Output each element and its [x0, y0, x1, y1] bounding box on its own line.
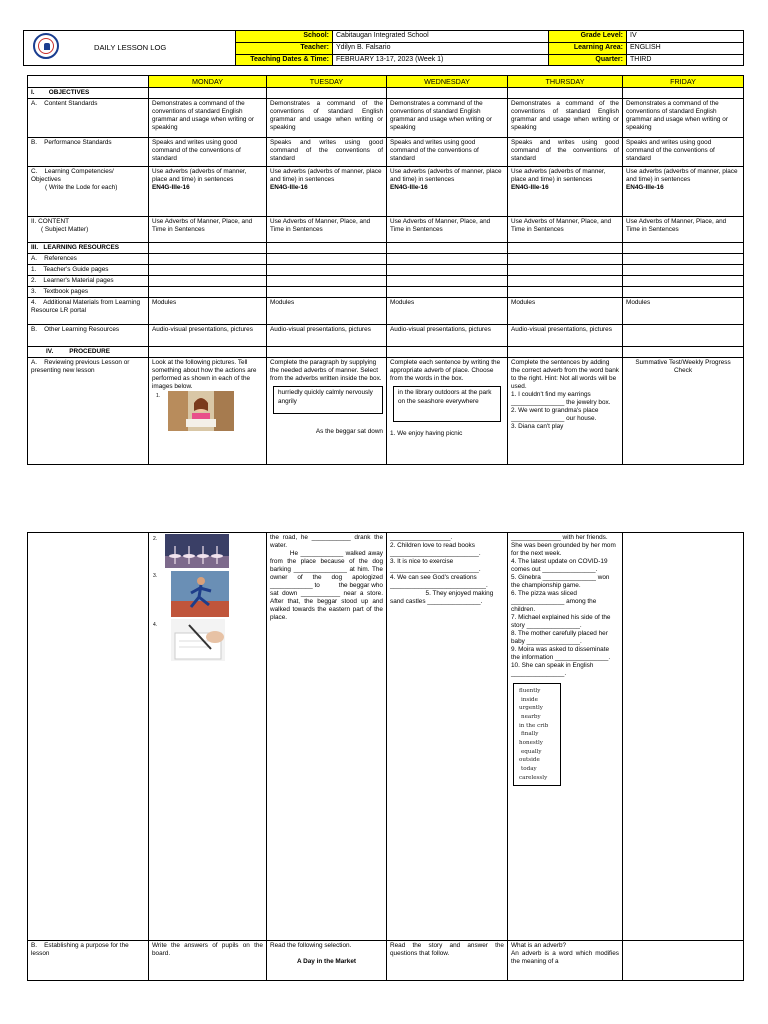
competency-code-thu: EN4G-IIIe-16	[511, 184, 549, 191]
quarter-value: THIRD	[627, 54, 744, 66]
resources-label: III. LEARNING RESOURCES	[28, 243, 149, 254]
quarter-label: Quarter:	[549, 54, 627, 66]
reviewing-thu-item-3: 3. Diana can't play	[511, 423, 564, 430]
day-header-tuesday: TUESDAY	[267, 76, 387, 88]
modules-tue: Modules	[267, 298, 387, 325]
adverbs-of-place-box: in the library outdoors at the park on the seashore everywhere	[393, 386, 501, 422]
header-table	[23, 30, 744, 66]
competency-code-mon: EN4G-IIIe-16	[152, 184, 190, 191]
subject-matter-thu: Use Adverbs of Manner, Place, and Time in Sentences	[508, 217, 623, 243]
word-bank-item: outside	[519, 757, 540, 764]
purpose-thu-answer: An adverb is a word which modifies the meaning of a	[511, 950, 619, 965]
picture-number-1: 1.	[156, 393, 161, 399]
school-label: School:	[236, 31, 333, 43]
reviewing-thu-item-5: 5. Ginebra _______________ won the championship game.	[511, 574, 610, 589]
subject-matter-mon: Use Adverbs of Manner, Place, and Time in Sentences	[149, 217, 267, 243]
day-header-friday: FRIDAY	[623, 76, 744, 88]
reviewing-thu-p2-b: She was been grounded by her mom for the next week.	[511, 542, 616, 557]
performance-standard-thu: Speaks and writes using good command of the conventions of standard	[508, 138, 623, 167]
additional-materials-label: 4. Additional Materials from Learning Resource LR portal	[28, 298, 149, 325]
reviewing-thu-item-9: 9. Moira was asked to disseminate the information _______________.	[511, 646, 611, 661]
content-standards-label: A. Content Standards	[28, 99, 149, 138]
purpose-label: B. Establishing a purpose for the lesson	[28, 941, 149, 981]
modules-fri: Modules	[623, 298, 744, 325]
runner-image	[171, 571, 229, 617]
competencies-label: C. Learning Competencies/ Objectives	[31, 168, 116, 183]
reviewing-wed-p2-e: 5. They enjoyed making sand castles _______________.	[390, 590, 496, 605]
modules-wed: Modules	[387, 298, 508, 325]
competency-wed: Use adverbs (adverbs of manner, place and time) in sentences	[390, 168, 502, 183]
content-label: II. CONTENT	[31, 218, 69, 225]
reviewing-tue-p1: As the beggar sat down	[315, 428, 383, 435]
performance-standard-mon: Speaks and writes using good command of the conventions of standard	[149, 138, 267, 167]
school-value: Cabitaugan Integrated School	[333, 31, 549, 43]
subject-matter-wed: Use Adverbs of Manner, Place, and Time in Sentences	[387, 217, 508, 243]
content-standard-thu: Demonstrates a command of the conventions of standard English grammar and usage when writing or speaking	[508, 99, 623, 138]
competency-code-tue: EN4G-IIIe-16	[270, 184, 308, 191]
reviewing-tue-p2-a: the road, he ___________ drank the water.	[270, 534, 383, 549]
references-label: A. References	[28, 254, 149, 265]
word-bank-item: carelessly	[519, 774, 548, 781]
word-bank-item: urgently	[519, 705, 543, 712]
word-bank-item: today	[521, 765, 537, 772]
day-header-wednesday: WEDNESDAY	[387, 76, 508, 88]
reviewing-wed-p2-d: 4. We can see God's creations ___________________________.	[390, 574, 488, 589]
purpose-tue: Read the following selection.	[270, 942, 352, 949]
reviewing-thu-item-6: 6. The pizza was sliced _______________ among the children.	[511, 590, 597, 613]
teacher-value: Ydilyn B. Falsario	[333, 42, 549, 54]
reviewing-thu-p2-a: ______________ with her friends.	[511, 534, 608, 541]
girl-reading-image	[168, 391, 234, 431]
adverbs-of-manner-box: hurriedly quickly calmly nervously angrily	[273, 386, 383, 414]
word-bank-item: nearby	[521, 713, 541, 720]
modules-mon: Modules	[149, 298, 267, 325]
reviewing-thu-item-4: 4. The latest update on COVID-19 comes out _______________.	[511, 558, 608, 573]
reviewing-wed-p1: 1. We enjoy having picnic	[390, 430, 463, 437]
tb-label: 3. Textbook pages	[28, 287, 149, 298]
subject-matter-tue: Use Adverbs of Manner, Place, and Time in Sentences	[267, 217, 387, 243]
word-bank-item: honestly	[519, 739, 543, 746]
competency-tue: Use adverbs (adverbs of manner, place and time) in sentences	[270, 168, 382, 183]
word-bank-item: fluently	[519, 688, 541, 694]
word-bank-item: equally	[521, 748, 542, 755]
av-mon: Audio-visual presentations, pictures	[149, 325, 267, 347]
picture-number-3: 3.	[153, 573, 158, 579]
av-tue: Audio-visual presentations, pictures	[267, 325, 387, 347]
modules-thu: Modules	[508, 298, 623, 325]
reviewing-thu-item-7: 7. Michael explained his side of the story _______________.	[511, 614, 611, 629]
hand-writing-image	[171, 619, 225, 661]
purpose-tue-title: A Day in the Market	[296, 958, 357, 965]
reviewing-fri: Summative Test/Weekly Progress Check	[623, 358, 744, 465]
word-bank-item: in the crib	[519, 722, 549, 729]
content-standard-fri: Demonstrates a command of the conventions of standard English grammar and usage when writing or speaking	[623, 99, 744, 138]
objectives-label: I. OBJECTIVES	[28, 88, 149, 99]
reviewing-tue-intro: Complete the paragraph by supplying the needed adverbs of manner. Select from the adverbs written inside the box.	[270, 359, 382, 382]
word-bank-box	[513, 683, 561, 786]
area-value: ENGLISH	[627, 42, 744, 54]
av-wed: Audio-visual presentations, pictures	[387, 325, 508, 347]
picture-number-4: 4.	[153, 622, 158, 628]
performance-standard-fri: Speaks and writes using good command of the conventions of standard	[623, 138, 744, 167]
content-standard-wed: Demonstrates a command of the conventions of standard English grammar and usage when writing or speaking	[387, 99, 508, 138]
purpose-wed: Read the story and answer the questions that follow.	[387, 941, 508, 981]
word-bank-item: inside	[521, 696, 538, 703]
competency-thu: Use adverbs (adverbs of manner, place and time) in sentences	[511, 168, 606, 183]
lm-label: 2. Learner's Material pages	[28, 276, 149, 287]
competency-fri: Use adverbs (adverbs of manner, place and time) in sentences	[626, 168, 738, 183]
reviewing-wed-p2-a: _________________.	[390, 534, 453, 541]
ballet-dancers-image	[165, 534, 229, 568]
procedure-label: IV. PROCEDURE	[28, 347, 149, 358]
performance-standard-wed: Speaks and writes using good command of the conventions of standard	[387, 138, 508, 167]
day-header-monday: MONDAY	[149, 76, 267, 88]
reviewing-label: A. Reviewing previous Lesson or presenting new lesson	[28, 358, 149, 465]
reviewing-wed-intro: Complete each sentence by writing the appropriate adverb of place. Choose from the words in the box.	[390, 359, 501, 382]
content-standard-tue: Demonstrates a command of the conventions of standard English grammar and usage when writing or speaking	[267, 99, 387, 138]
reviewing-thu-item-2: 2. We went to grandma's place _______________ our house.	[511, 407, 599, 422]
dates-value: FEBRUARY 13-17, 2023 (Week 1)	[333, 54, 549, 66]
reviewing-thu-intro: Complete the sentences by adding the correct adverb from the word bank to the right. Hint: Not all words will be used.	[511, 359, 619, 390]
av-thu: Audio-visual presentations, pictures	[508, 325, 623, 347]
lesson-table-page1	[27, 75, 744, 465]
competency-code-fri: EN4G-IIIe-16	[626, 184, 664, 191]
reviewing-thu-item-10: 10. She can speak in English _______________.	[511, 662, 594, 677]
content-sublabel: ( Subject Matter)	[41, 226, 89, 233]
competency-mon: Use adverbs (adverbs of manner, place and time) in sentences	[152, 168, 247, 183]
log-title: DAILY LESSON LOG	[24, 31, 236, 66]
grade-value: IV	[627, 31, 744, 43]
teacher-label: Teacher:	[236, 42, 333, 54]
content-standard-mon: Demonstrates a command of the conventions of standard English grammar and usage when writing or speaking	[149, 99, 267, 138]
purpose-thu-question: What is an adverb?	[511, 942, 567, 949]
other-resources-label: B. Other Learning Resources	[28, 325, 149, 347]
empty-corner	[28, 76, 149, 88]
purpose-mon: Write the answers of pupils on the board.	[149, 941, 267, 981]
day-header-thursday: THURSDAY	[508, 76, 623, 88]
area-label: Learning Area:	[549, 42, 627, 54]
performance-standards-label: B. Performance Standards	[28, 138, 149, 167]
grade-label: Grade Level:	[549, 31, 627, 43]
subject-matter-fri: Use Adverbs of Manner, Place, and Time in Sentences	[623, 217, 744, 243]
reviewing-tue-p2-b: He ____________ walked away from the place because of the dog barking _______________ at him. The owner of the dog apologized ____________ to the beggar who sat down ___________ near a store. After that, the beggar stood up and walked towards the eastern part of the place.	[270, 550, 385, 621]
tg-label: 1. Teacher's Guide pages	[28, 265, 149, 276]
competencies-sublabel: ( Write the Lode for each)	[45, 184, 118, 191]
performance-standard-tue: Speaks and writes using good command of the conventions of standard	[267, 138, 387, 167]
reviewing-wed-p2-b: 2. Children love to read books _________________________.	[390, 542, 481, 557]
picture-number-2: 2.	[153, 536, 158, 542]
reviewing-wed-p2-c: 3. It is nice to exercise _________________________.	[390, 558, 481, 573]
lesson-table-page2	[27, 532, 744, 981]
reviewing-thu-item-8: 8. The mother carefully placed her baby _______________.	[511, 630, 608, 645]
dates-label: Teaching Dates & Time:	[236, 54, 333, 66]
reviewing-mon-text: Look at the following pictures. Tell something about how the actions are performed as shown in each of the images below.	[152, 359, 257, 390]
reviewing-thu-item-1: 1. I couldn't find my earrings _______________ the jewelry box.	[511, 391, 611, 406]
competency-code-wed: EN4G-IIIe-16	[390, 184, 428, 191]
word-bank-item: finally	[521, 731, 539, 738]
